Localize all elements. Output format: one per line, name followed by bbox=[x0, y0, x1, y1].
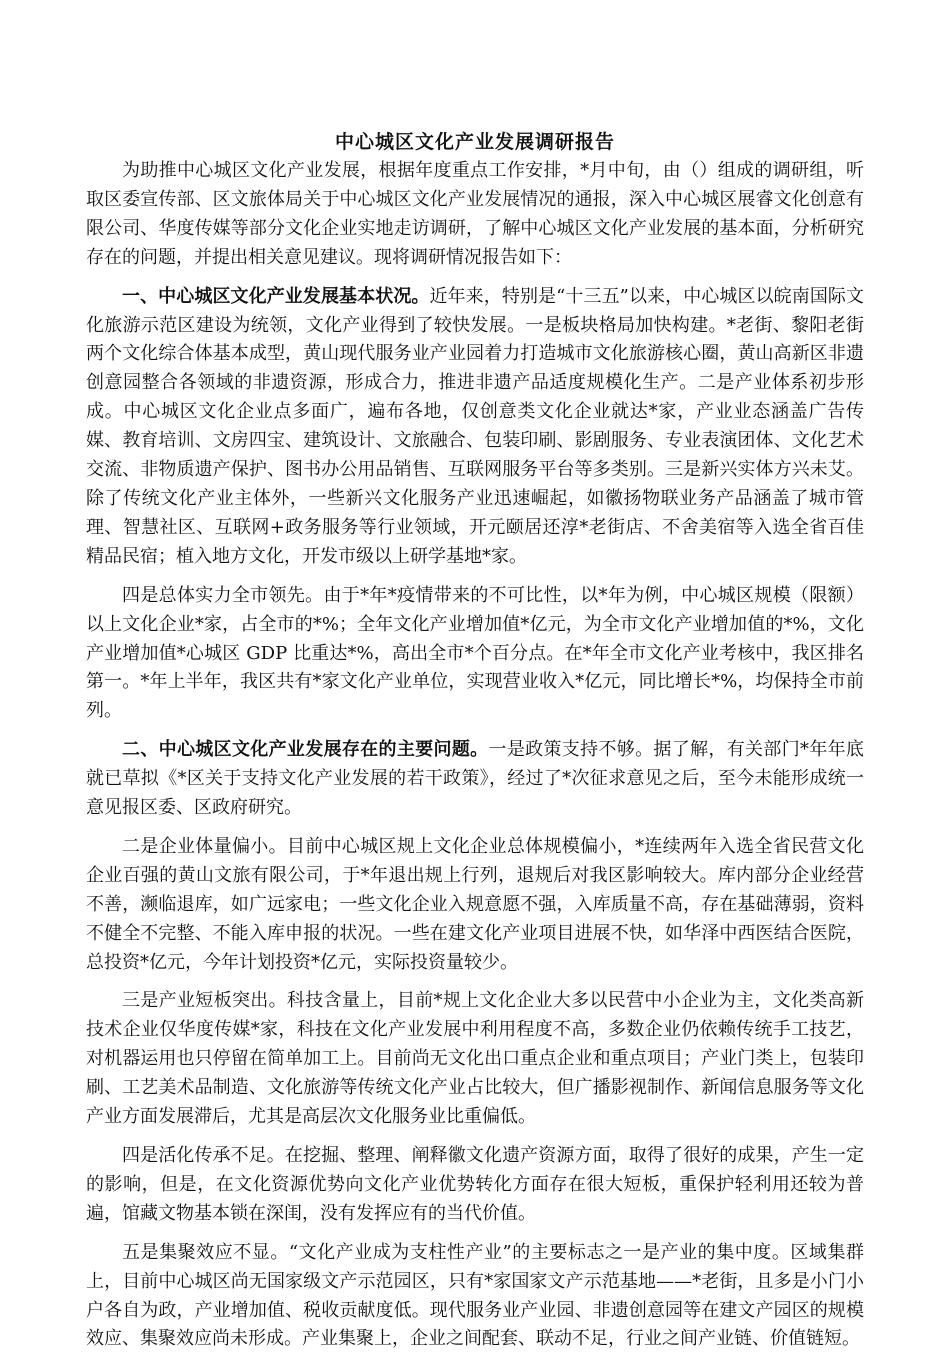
paragraph-text: 三是产业短板突出。科技含量上，目前*规上文化企业大多以民营中小企业为主，文化类高新技术企业仅华度传媒*家，科技在文化产业发展中利用程度不高，多数企业仍依赖传统手工技艺，对机器运用也只停留在简单加工上。目前尚无文化出口重点企业和重点项目；产业门类上，包装印刷、工艺美术品制造、文化旅游等传统文化产业占比较大，但广播影视制作、新闻信息服务等文化产业方面发展滞后，尤其是高层次文化服务业比重偏低。 bbox=[86, 990, 864, 1128]
paragraph-text: 一是政策支持不够。据了解，有关部门*年年底就已草拟《*区关于支持文化产业发展的若干政策》，经过了*次征求意见之后，至今未能形成统一意见报区委、区政府研究。 bbox=[86, 739, 864, 819]
paragraph-section-2 bbox=[86, 736, 864, 823]
paragraph-text: 近年来，特别是“十三五”以来，中心城区以皖南国际文化旅游示范区建设为统领，文化产业得到了较快发展。一是板块格局加快构建。*老街、黎阳老街两个文化综合体基本成型，黄山现代服务业产业园着力打造城市文化旅游核心圈，黄山高新区非遗创意园整合各领域的非遗资源，形成合力，推进非遗产品适度规模化生产。二是产业体系初步形成。中心城区文化企业点多面广，遍布各地，仅创意类文化企业就达*家，产业业态涵盖广告传媒、教育培训、文房四宝、建筑设计、文旅融合、包装印刷、影剧服务、专业表演团体、文化艺术交流、非物质遗产保护、图书办公用品销售、互联网服务平台等多类别。三是新兴实体方兴未艾。除了传统文化产业主体外，一些新兴文化服务产业迅速崛起，如徽扬物联业务产品涵盖了城市管理、智慧社区、互联网+政务服务等行业领域，开元颐居还淳*老街店、不舍美宿等入选全省百佳精品民宿；植入地方文化，开发市级以上研学基地*家。 bbox=[86, 285, 865, 567]
section-heading: 二、中心城区文化产业发展存在的主要问题。 bbox=[122, 739, 489, 761]
paragraph-enterprise-size bbox=[86, 833, 864, 978]
section-heading: 一、中心城区文化产业发展基本状况。 bbox=[122, 285, 430, 307]
paragraph-strength bbox=[86, 582, 864, 727]
paragraph-clustering bbox=[86, 1239, 864, 1354]
paragraph-industry-gaps bbox=[86, 987, 864, 1132]
document-body bbox=[86, 157, 864, 1354]
paragraph-heritage bbox=[86, 1142, 864, 1229]
document-title: 中心城区文化产业发展调研报告 bbox=[334, 131, 615, 153]
paragraph-text: 四是活化传承不足。在挖掘、整理、阐释徽文化遗产资源方面，取得了很好的成果，产生一定的影响，但是，在文化资源优势向文化产业优势转化方面存在很大短板，重保护轻利用还较为普遍，馆藏文物基本锁在深闺，没有发挥应有的当代价值。 bbox=[86, 1145, 864, 1224]
paragraph-text: 二是企业体量偏小。目前中心城区规上文化企业总体规模偏小，*连续两年入选全省民营文化企业百强的黄山文旅有限公司，于*年退出规上行列，退规后对我区影响较大。库内部分企业经营不善，濒临退库，如广远家电；一些文化企业入规意愿不强，入库质量不高，存在基础薄弱，资料不健全不完整、不能入库申报的状况。一些在建文化产业项目进展不快，如华泽中西医结合医院，总投资*亿元，今年计划投资*亿元，实际投资量较少。 bbox=[86, 835, 864, 973]
paragraph-text: 为助推中心城区文化产业发展，根据年度重点工作安排，*月中旬，由（）组成的调研组，听取区委宣传部、区文旅体局关于中心城区文化产业发展情况的通报，深入中心城区展睿文化创意有限公司、华度传媒等部分文化企业实地走访调研，了解中心城区文化产业发展的基本面，分析研究存在的问题，并提出相关意见建议。现将调研情况报告如下： bbox=[86, 160, 864, 268]
paragraph-text: 五是集聚效应不显。“文化产业成为支柱性产业”的主要标志之一是产业的集中度。区域集群上，目前中心城区尚无国家级文产示范园区，只有*家国家文产示范基地——*老街，且多是小门小户各自为政，产业增加值、税收贡献度低。现代服务业产业园、非遗创意园等在建文产园区的规模效应、集聚效应尚未形成。产业集聚上，企业之间配套、联动不足，行业之间产业链、价值链短。 bbox=[86, 1241, 864, 1350]
paragraph-section-1 bbox=[86, 283, 864, 572]
paragraph-intro bbox=[86, 157, 864, 273]
paragraph-text: 四是总体实力全市领先。由于*年*疫情带来的不可比性，以*年为例，中心城区规模（限额）以上文化企业*家，占全市的*%；全年文化产业增加值*亿元，为全市文化产业增加值的*%，文化产业增加值*心城区 GDP 比重达*%，高出全市*个百分点。在*年全市文化产业考核中，我区排名第一。*年上半年，我区共有*家文化产业单位，实现营业收入*亿元，同比增长*%，均保持全市前列。 bbox=[86, 584, 864, 722]
